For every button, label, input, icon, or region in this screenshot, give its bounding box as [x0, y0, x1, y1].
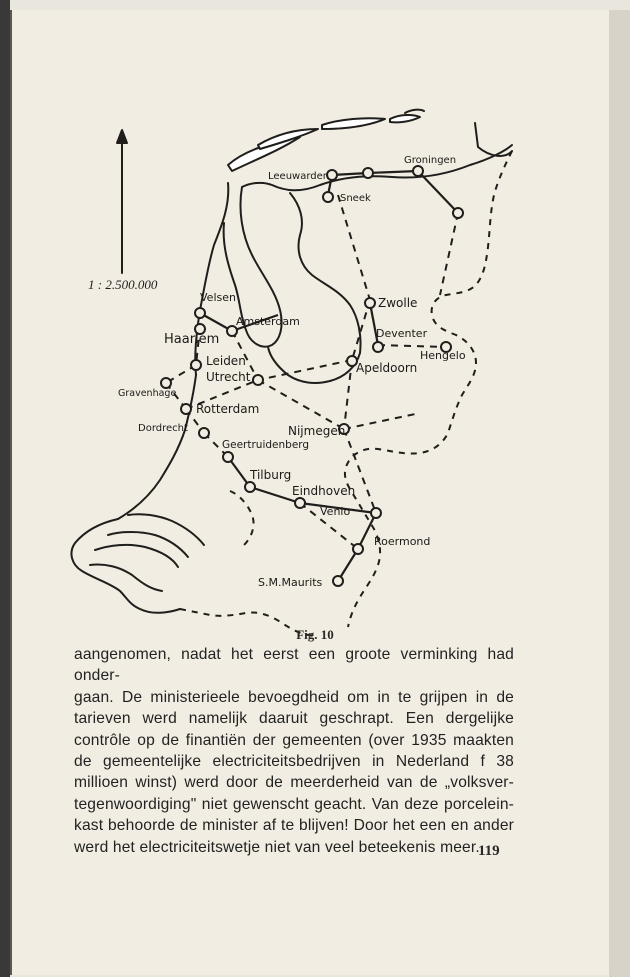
coast-holland	[118, 183, 228, 519]
label-zwolle: Zwolle	[378, 296, 418, 310]
label-roermond: Roermond	[374, 535, 431, 548]
label-dordrecht: Dordrecht	[138, 423, 188, 434]
map-svg	[0, 95, 630, 640]
body-line: werd het electriciteitswetje niet van veel beteekenis meer.	[74, 838, 480, 856]
marker-venlo	[371, 508, 381, 518]
ijsselmeer-south	[268, 347, 288, 375]
line-mid-groningen	[368, 171, 418, 173]
body-line: contrôle op de finantiën der gemeenten (over 1935 maakten	[74, 731, 514, 749]
island-ameland	[390, 115, 420, 122]
island-terschelling	[322, 118, 385, 129]
marker-tilburg	[245, 482, 255, 492]
body-line: aangenomen, nadat het eerst een groote verminking had onder-	[74, 646, 514, 685]
marker-sneek	[323, 192, 333, 202]
island-schiermonnikoog	[405, 110, 424, 113]
border-east	[345, 151, 512, 627]
label-amsterdam: Amsterdam	[236, 315, 300, 328]
dash-groningen-south	[440, 213, 458, 295]
marker-deventer	[373, 342, 383, 352]
label-deventer: Deventer	[376, 327, 428, 340]
line-groningen-east	[418, 171, 458, 213]
label-apeldoorn: Apeldoorn	[356, 361, 418, 375]
marker-velsen	[195, 308, 205, 318]
body-paragraph	[74, 644, 514, 858]
page-number: 119	[478, 843, 500, 859]
marker-groningen	[413, 166, 423, 176]
body-line: tarieven werd namelijk daaruit geschrapt. Een dergelijke	[74, 710, 514, 728]
label-gravenhage: Gravenhage	[118, 388, 177, 399]
figure-caption: Fig. 10	[296, 627, 334, 642]
dash-deventer-hengelo	[378, 345, 446, 347]
dash-sneek-zwolle	[338, 195, 370, 300]
island-vlieland	[258, 129, 318, 149]
marker-geertruidenberg	[223, 452, 233, 462]
marker-roermond	[353, 544, 363, 554]
label-geertruidenberg: Geertruidenberg	[222, 439, 310, 451]
label-tilburg: Tilburg	[250, 468, 292, 482]
marker-utrecht	[253, 375, 263, 385]
body-line: gaan. De ministerieele bevoegdheid om in te grijpen in de	[74, 688, 514, 706]
label-eindhoven: Eindhoven	[292, 484, 356, 498]
marker-gravenhage	[161, 378, 171, 388]
map-scale: 1 : 2.500.000	[88, 277, 158, 292]
label-nijmegen: Nijmegen	[288, 424, 346, 438]
coast-friesland-groningen	[242, 145, 512, 190]
dash-utrecht-nijmegen	[258, 380, 344, 429]
label-hengelo: Hengelo	[420, 349, 466, 362]
north-arrow-head	[117, 130, 127, 143]
label-haarlem: Haarlem	[164, 332, 220, 347]
body-line: tegenwoordiging" niet gewenscht geacht. Van deze porcelein-	[74, 795, 514, 813]
marker-mid-friesland	[363, 168, 373, 178]
label-venlo: Venlo	[320, 505, 351, 518]
delta-coast	[71, 519, 180, 613]
label-leeuwarden: Leeuwarden	[268, 171, 330, 182]
delta-island-1	[95, 545, 178, 567]
marker-eindhoven	[295, 498, 305, 508]
border-south-2	[230, 491, 254, 545]
dash-nijmegen-venlo	[344, 429, 376, 513]
body-text	[74, 644, 514, 858]
body-line: de gemeentelijke electriciteitsbedrijven in Nederland f 38	[74, 753, 514, 771]
body-line: kast behoorde de minister af te blijven! Door het een en ander	[74, 817, 514, 835]
marker-groningen-east	[453, 208, 463, 218]
label-sm-maurits: S.M.Maurits	[258, 576, 323, 589]
dash-nijmegen-east	[344, 413, 420, 429]
label-utrecht: Utrecht	[206, 370, 251, 384]
marker-zwolle	[365, 298, 375, 308]
coast-dollard	[475, 123, 512, 156]
label-leiden: Leiden	[206, 354, 246, 368]
body-line: millioen winst) werd door de meerderheid van de „volksver-	[74, 774, 514, 792]
marker-sm-maurits	[333, 576, 343, 586]
marker-leiden	[191, 360, 201, 370]
label-sneek: Sneek	[340, 193, 371, 204]
dash-apeldoorn-utrecht	[258, 360, 352, 380]
marker-rotterdam	[181, 404, 191, 414]
label-groningen: Groningen	[404, 155, 457, 166]
label-rotterdam: Rotterdam	[196, 402, 260, 416]
netherlands-map-figure	[0, 95, 630, 640]
delta-island-2	[90, 564, 162, 591]
marker-dordrecht	[199, 428, 209, 438]
label-velsen: Velsen	[200, 291, 236, 304]
ijsselmeer-east	[288, 193, 361, 383]
